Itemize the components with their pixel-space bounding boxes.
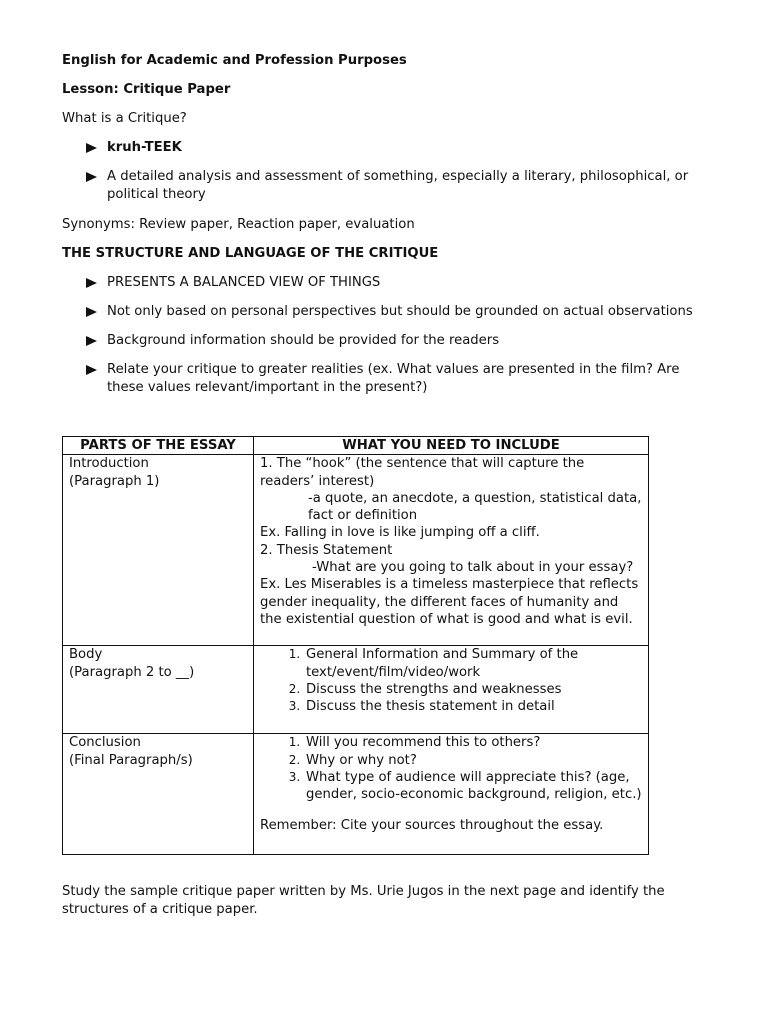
include-line: 1. The “hook” (the sentence that will capture the readers’ interest)	[260, 456, 585, 489]
list-item: 1. General Information and Summary of the text/event/film/video/work	[304, 646, 642, 681]
arrow-bullet-icon	[86, 307, 97, 317]
arrow-bullet-icon	[86, 365, 97, 375]
include-line: Ex. Falling in love is like jumping off a cliff.	[260, 525, 540, 541]
part-name: Body	[69, 647, 103, 663]
lesson-title: Lesson: Critique Paper	[62, 82, 231, 97]
part-cell	[63, 455, 254, 646]
arrow-bullet-icon	[86, 336, 97, 346]
include-list	[260, 734, 642, 803]
part-cell	[63, 734, 254, 855]
list-item: 3. What type of audience will appreciate this? (age, gender, socio-economic background, religion, etc.)	[304, 769, 642, 804]
definition-text: A detailed analysis and assessment of something, especially a literary, philosophical, or political theory	[107, 169, 689, 202]
pronunciation-text: kruh-TEEK	[107, 140, 182, 155]
structure-bullet: Relate your critique to greater realities (ex. What values are presented in the film? Are these values relevant/important in the present?)	[107, 362, 680, 395]
include-cell	[254, 734, 649, 855]
list-item: 2. Discuss the strengths and weaknesses	[304, 681, 642, 698]
include-cell	[254, 455, 649, 646]
include-line: -a quote, an anecdote, a question, statistical data, fact or definition	[308, 490, 642, 524]
include-list	[260, 646, 642, 715]
table-row	[63, 734, 649, 855]
structure-bullet: PRESENTS A BALANCED VIEW OF THINGS	[107, 275, 381, 290]
part-paragraph: (Final Paragraph/s)	[69, 752, 193, 768]
table-row	[63, 455, 649, 646]
list-item: 3. Discuss the thesis statement in detail	[304, 698, 642, 715]
footer-instruction: Study the sample critique paper written by Ms. Urie Jugos in the next page and identify the structures of a critique paper.	[62, 884, 665, 917]
include-line: Ex. Les Miserables is a timeless masterpiece that reflects gender inequality, the different faces of humanity and the existential question of what is good and what is evil.	[260, 577, 639, 627]
remember-note: Remember: Cite your sources throughout the essay.	[260, 818, 604, 834]
table-header-include: WHAT YOU NEED TO INCLUDE	[254, 437, 649, 455]
arrow-bullet-icon	[86, 143, 97, 153]
include-cell	[254, 646, 649, 734]
table-row	[63, 646, 649, 734]
essay-parts-table	[62, 436, 649, 855]
structure-bullet: Not only based on personal perspectives but should be grounded on actual observations	[107, 304, 693, 319]
arrow-bullet-icon	[86, 172, 97, 182]
part-paragraph: (Paragraph 2 to __)	[69, 664, 195, 680]
synonyms-text: Synonyms: Review paper, Reaction paper, evaluation	[62, 217, 415, 232]
part-paragraph: (Paragraph 1)	[69, 473, 160, 489]
table-header-parts: PARTS OF THE ESSAY	[63, 437, 254, 455]
question-text: What is a Critique?	[62, 111, 187, 126]
list-item: 1. Will you recommend this to others?	[304, 734, 642, 751]
part-name: Conclusion	[69, 735, 141, 751]
include-line: 2. Thesis Statement	[260, 542, 393, 558]
list-item: 2. Why or why not?	[304, 752, 642, 769]
include-line: -What are you going to talk about in your essay?	[312, 560, 634, 576]
table-header-row	[63, 437, 649, 455]
structure-heading: THE STRUCTURE AND LANGUAGE OF THE CRITIQUE	[62, 246, 439, 261]
course-title: English for Academic and Profession Purposes	[62, 53, 407, 68]
part-cell	[63, 646, 254, 734]
arrow-bullet-icon	[86, 278, 97, 288]
structure-bullet: Background information should be provided for the readers	[107, 333, 500, 348]
part-name: Introduction	[69, 456, 149, 472]
